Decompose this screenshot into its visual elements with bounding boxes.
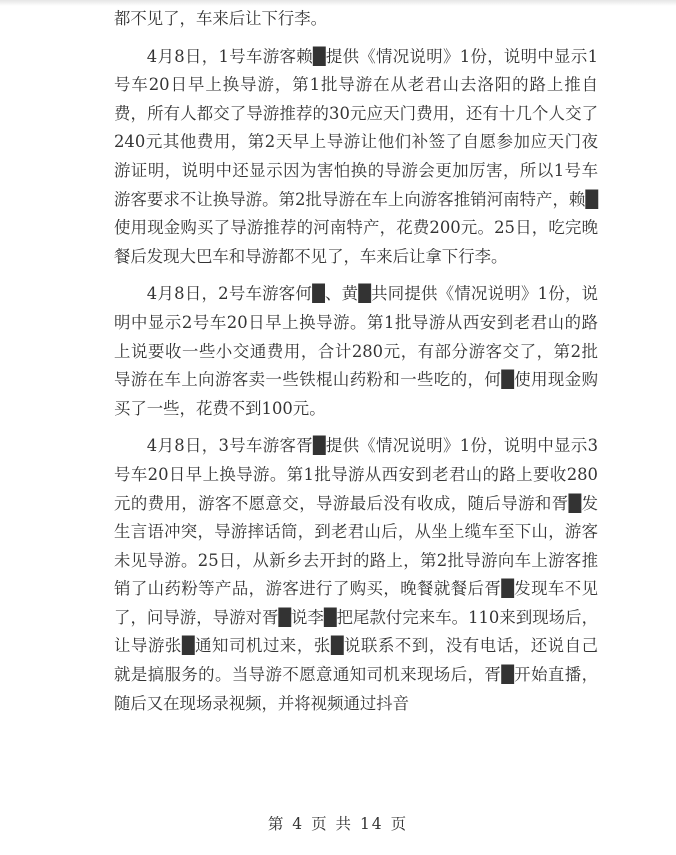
paragraph-bus-3: 4月8日，3号车游客胥█提供《情况说明》1份，说明中显示3号车20日早上换导游。第1批导游从西安到老君山的路上要收280元的费用，游客不愿意交，导游最后没有收成，随后导游和胥█发生言语冲突，导游摔话筒，到老君山后，从坐上缆车至下山，游客未见导游。25日，从新乡去开封的路上，第2批导游向车上游客推销了山药粉等产品，游客进行了购买，晚餐就餐后胥█发现车不见了，问导游，导游对胥█说李█把尾款付完来车。110来到现场后，让导游张█通知司机过来，张█说联系不到，没有电话，还说自己就是搞服务的。当导游不愿意通知司机来现场后，胥█开始直播，随后又在现场录视频，并将视频通过抖音 [114,436,598,713]
document-body [114,5,598,727]
paragraph-bus-2: 4月8日，2号车游客何█、黄█共同提供《情况说明》1份，说明中显示2号车20日早上换导游。第1批导游从西安到老君山的路上说要收一些小交通费用，合计280元，有部分游客交了，第2批导游在车上向游客卖一些铁棍山药粉和一些吃的，何█使用现金购买了一些，花费不到100元。 [114,284,598,418]
paragraph-continuation: 都不见了，车来后让下行李。 [114,9,328,28]
paragraph-bus-1: 4月8日，1号车游客赖█提供《情况说明》1份，说明中显示1号车20日早上换导游，第1批导游在从老君山去洛阳的路上推自费，所有人都交了导游推荐的30元应天门费用，还有十几个人交了240元其他费用，第2天早上导游让他们补签了自愿参加应天门夜游证明，说明中还显示因为害怕换的导游会更加厉害，所以1号车游客要求不让换导游。第2批导游在车上向游客推销河南特产，赖█使用现金购买了导游推荐的河南特产，花费200元。25日，吃完晚餐后发现大巴车和导游都不见了，车来后让拿下行李。 [114,46,598,266]
page-number-footer: 第 4 页 共 14 页 [267,815,409,833]
